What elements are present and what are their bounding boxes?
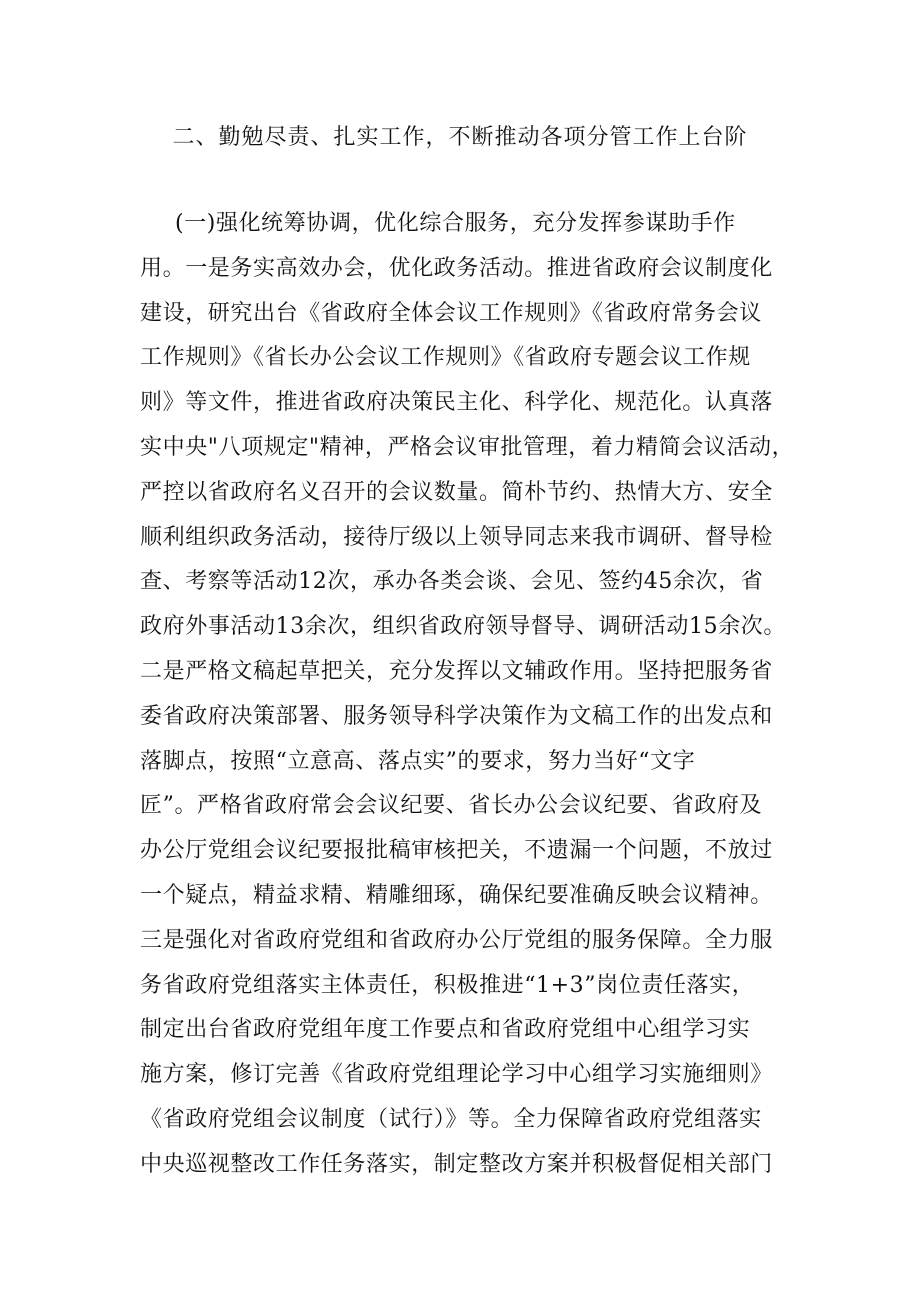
text-line: 顺利组织政务活动，接待厅级以上领导同志来我市调研、督导检 bbox=[140, 524, 773, 550]
text-line: 严控以省政府名义召开的会议数量。简朴节约、热情大方、安全 bbox=[140, 479, 773, 505]
text-line: 落脚点，按照“立意高、落点实”的要求，努力当好“文字 bbox=[140, 748, 696, 774]
text-line: (一)强化统筹协调，优化综合服务，充分发挥参谋助手作 bbox=[175, 211, 736, 236]
text-line: 中央巡视整改工作任务落实，制定整改方案并积极督促相关部门 bbox=[140, 1151, 773, 1177]
text-line: 三是强化对省政府党组和省政府办公厅党组的服务保障。全力服 bbox=[140, 927, 773, 953]
text-line: 政府外事活动13余次，组织省政府领导督导、调研活动15余次。 bbox=[140, 614, 786, 640]
text-line: 建设，研究出台《省政府全体会议工作规则》《省政府常务会议 bbox=[140, 300, 762, 326]
text-line: 委省政府决策部署、服务领导科学决策作为文稿工作的出发点和 bbox=[140, 703, 773, 729]
text-line: 务省政府党组落实主体责任，积极推进“1+3”岗位责任落实， bbox=[140, 972, 755, 998]
text-line: 施方案，修订完善《省政府党组理论学习中心组学习实施细则》 bbox=[140, 1062, 773, 1088]
text-line: 工作规则》《省长办公会议工作规则》《省政府专题会议工作规 bbox=[140, 345, 751, 371]
text-line: 用。一是务实高效办会，优化政务活动。推进省政府会议制度化 bbox=[140, 255, 773, 281]
section-heading: 二、勤勉尽责、扎实工作，不断推动各项分管工作上台阶 bbox=[172, 125, 748, 150]
text-line: 实中央"八项规定"精神，严格会议审批管理，着力精简会议活动， bbox=[140, 434, 795, 460]
body-paragraph bbox=[140, 202, 800, 1188]
text-line: 二是严格文稿起草把关，充分发挥以文辅政作用。坚持把服务省 bbox=[140, 658, 773, 684]
text-line: 制定出台省政府党组年度工作要点和省政府党组中心组学习实 bbox=[140, 1017, 751, 1043]
text-line: 《省政府党组会议制度（试行）》等。全力保障省政府党组落实 bbox=[140, 1106, 762, 1132]
text-line: 则》等文件，推进省政府决策民主化、科学化、规范化。认真落 bbox=[140, 390, 773, 416]
text-line: 办公厅党组会议纪要报批稿审核把关，不遗漏一个问题，不放过 bbox=[140, 838, 773, 864]
text-line: 一个疑点，精益求精、精雕细琢，确保纪要准确反映会议精神。 bbox=[140, 882, 773, 908]
text-line: 匠”。严格省政府常会会议纪要、省长办公会议纪要、省政府及 bbox=[140, 793, 763, 819]
text-line: 查、考察等活动12次，承办各类会谈、会见、签约45余次，省 bbox=[140, 569, 764, 595]
